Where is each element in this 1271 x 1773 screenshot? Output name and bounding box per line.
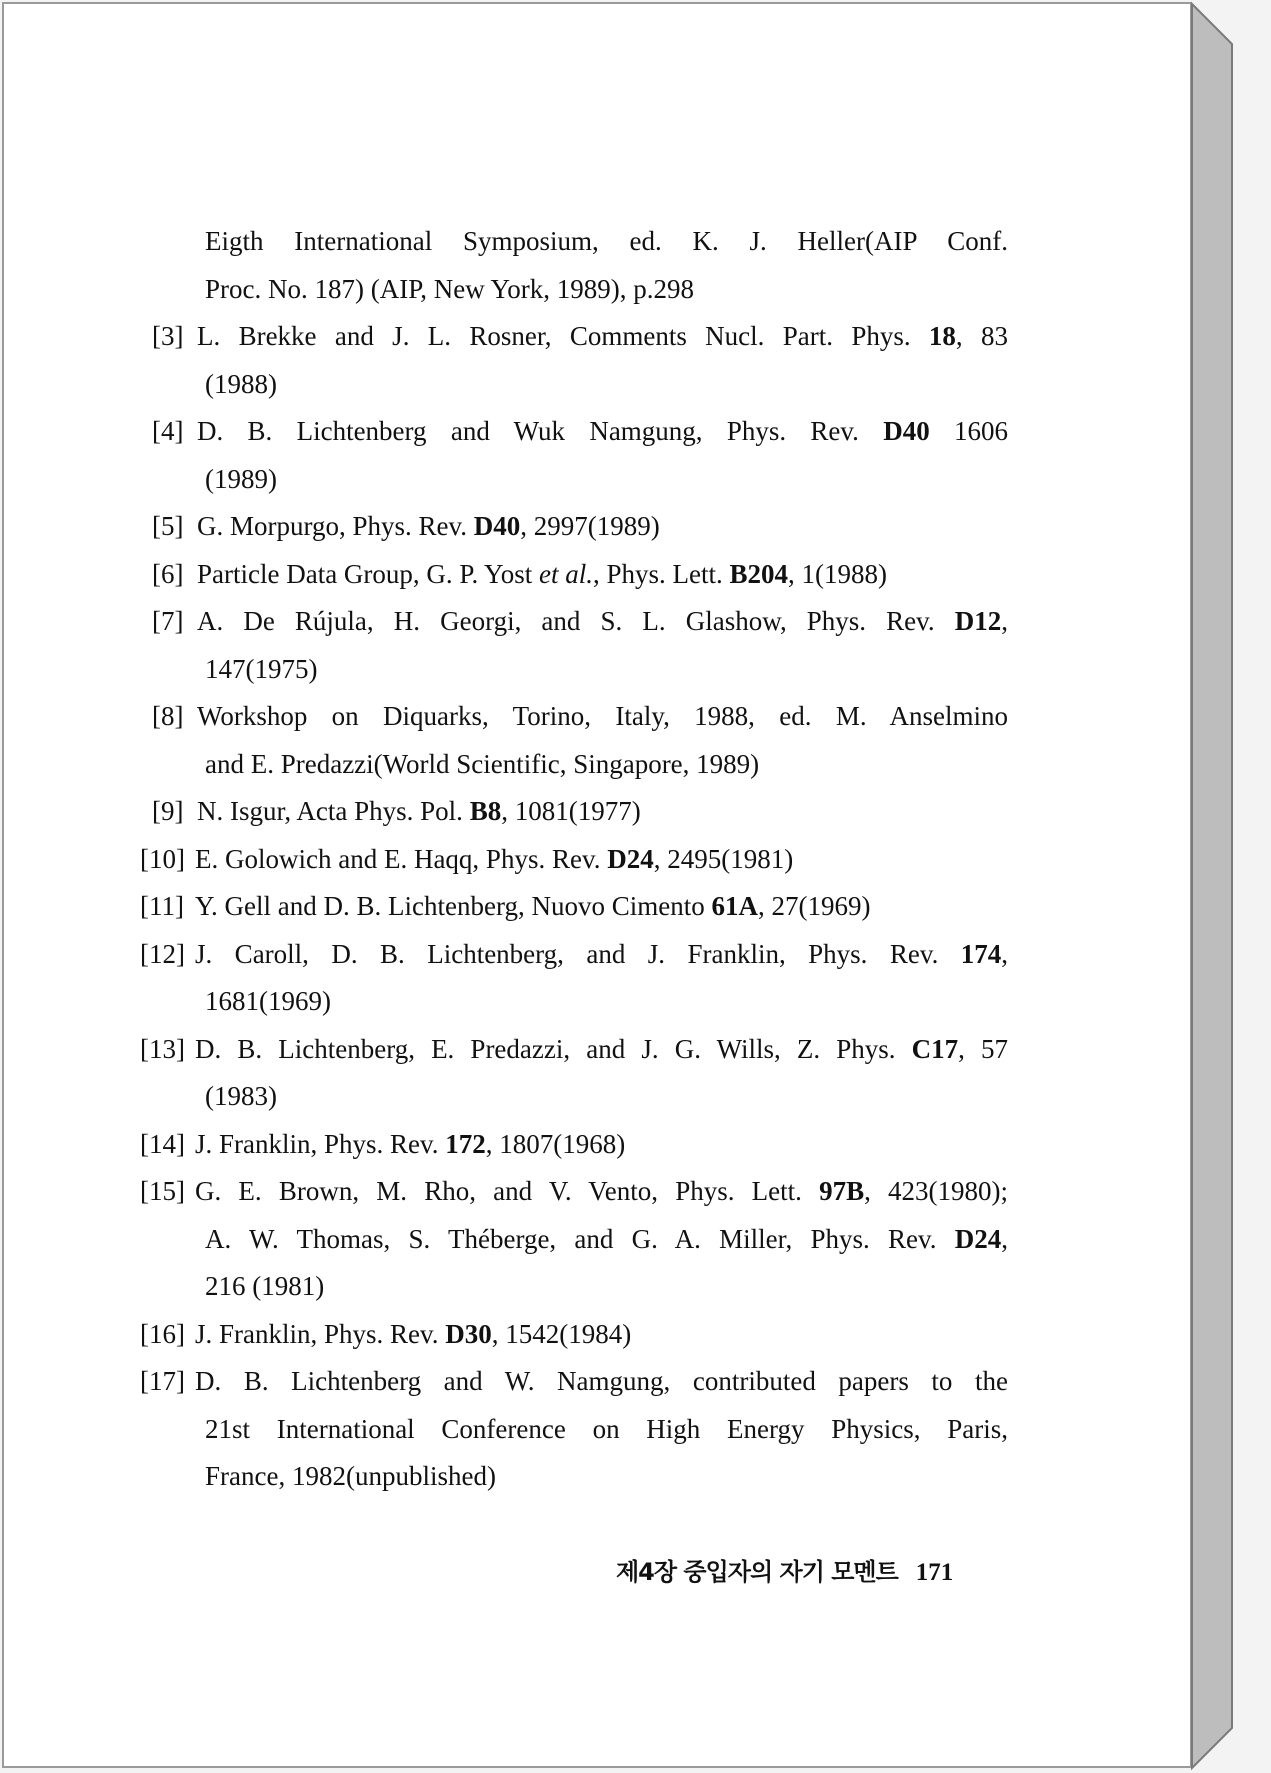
text-segment: E. Golowich and E. Haqq, Phys. Rev. — [195, 843, 608, 874]
reference-number: [14] — [140, 1128, 185, 1159]
text-segment: G. Morpurgo, Phys. Rev. — [197, 511, 474, 541]
text-segment: D. B. Lichtenberg and Wuk Namgung, Phys. Rev. — [197, 416, 884, 446]
text-segment: France, 1982(unpublished) — [205, 1461, 496, 1491]
reference-number: [17] — [140, 1366, 185, 1396]
text-segment: , 1(1988) — [788, 558, 888, 589]
reference-line — [195, 1168, 1008, 1215]
reference-line — [197, 598, 1008, 645]
volume-number: D40 — [883, 416, 930, 446]
text-segment: , 83 — [955, 321, 1009, 351]
volume-number: B204 — [729, 558, 789, 589]
text-segment: , 2495(1981) — [653, 843, 794, 874]
reference-line — [205, 361, 1008, 408]
reference-number: [5] — [152, 511, 184, 541]
text-segment: , Phys. Lett. — [593, 558, 730, 589]
text-segment: 21st International Conference on High Energy Physics, Paris, — [205, 1413, 1008, 1444]
reference-line — [205, 741, 1008, 788]
reference-line — [205, 646, 1008, 693]
reference-line — [205, 1263, 1008, 1310]
reference-line — [205, 978, 1008, 1025]
text-segment: 1606 — [929, 416, 1008, 446]
reference-line — [197, 503, 1008, 550]
reference-line — [195, 1311, 1008, 1358]
reference-line — [195, 931, 1008, 978]
text-segment: L. Brekke and J. L. Rosner, Comments Nucl. Part. Phys. — [197, 321, 929, 351]
text-segment: and E. Predazzi(World Scientific, Singapore, 1989) — [205, 748, 760, 779]
reference-line — [205, 1216, 1008, 1263]
reference-number: [13] — [140, 1033, 185, 1064]
reference-number: [11] — [140, 891, 184, 921]
text-segment: , 57 — [958, 1033, 1009, 1064]
reference-line — [197, 693, 1008, 740]
reference-line — [197, 313, 1008, 360]
reference-line — [205, 456, 1008, 503]
reference-line — [197, 408, 1008, 455]
reference-number: [9] — [152, 796, 184, 826]
text-segment: J. Caroll, D. B. Lichtenberg, and J. Franklin, Phys. Rev. — [195, 938, 961, 969]
italic-text: et al. — [539, 558, 593, 589]
text-segment: Eigth International Symposium, ed. K. J. Heller(AIP Conf. — [205, 226, 1008, 256]
text-segment: (1983) — [205, 1081, 277, 1111]
reference-number: [6] — [152, 558, 184, 589]
text-segment: D. B. Lichtenberg, E. Predazzi, and J. G. Wills, Z. Phys. — [195, 1033, 912, 1064]
reference-line — [205, 218, 1008, 265]
volume-number: D24 — [607, 843, 654, 874]
text-segment: 216 (1981) — [205, 1271, 325, 1301]
text-segment: Particle Data Group, G. P. Yost — [197, 558, 539, 589]
reference-line — [195, 1121, 1008, 1168]
text-segment: , — [1001, 1223, 1008, 1254]
text-segment: , 27(1969) — [757, 891, 871, 921]
volume-number: D40 — [473, 511, 521, 541]
text-segment: J. Franklin, Phys. Rev. — [195, 1318, 446, 1349]
reference-number: [4] — [152, 416, 184, 446]
reference-number: [3] — [152, 321, 184, 351]
volume-number: D24 — [954, 1223, 1002, 1254]
text-segment: , 1807(1968) — [485, 1128, 626, 1159]
reference-line — [197, 551, 1008, 598]
text-segment: Proc. No. 187) (AIP, New York, 1989), p.298 — [205, 273, 694, 304]
reference-line — [205, 1073, 1008, 1120]
reference-line — [205, 1453, 1008, 1500]
reference-line — [195, 836, 1008, 883]
volume-number: B8 — [469, 796, 502, 826]
reference-line — [195, 1026, 1008, 1073]
text-segment: , 2997(1989) — [520, 511, 660, 541]
reference-line — [205, 266, 1008, 313]
volume-number: 18 — [928, 321, 956, 351]
text-segment: J. Franklin, Phys. Rev. — [195, 1128, 446, 1159]
text-segment: (1988) — [205, 368, 277, 399]
text-segment: G. E. Brown, M. Rho, and V. Vento, Phys. Lett. — [195, 1176, 820, 1206]
volume-number: C17 — [911, 1033, 959, 1064]
reference-line — [195, 1358, 1008, 1405]
text-segment: D. B. Lichtenberg and W. Namgung, contributed papers to the — [195, 1366, 1008, 1396]
volume-number: 174 — [960, 938, 1002, 969]
reference-number: [8] — [152, 701, 184, 731]
text-segment: A. W. Thomas, S. Théberge, and G. A. Miller, Phys. Rev. — [205, 1223, 955, 1254]
text-segment: 1681(1969) — [205, 986, 331, 1016]
volume-number: 97B — [819, 1176, 865, 1206]
volume-number: 172 — [445, 1128, 486, 1159]
text-segment: A. De Rújula, H. Georgi, and S. L. Glashow, Phys. Rev. — [197, 606, 955, 636]
text-segment: , 1542(1984) — [491, 1318, 632, 1349]
text-segment: (1989) — [205, 463, 277, 494]
text-segment: Y. Gell and D. B. Lichtenberg, Nuovo Cimento — [195, 891, 712, 921]
page-number: 171 — [915, 1559, 954, 1586]
text-segment: , — [1001, 606, 1008, 636]
page-footer — [616, 1552, 953, 1587]
running-head: 제4장 중입자의 자기 모멘트 — [616, 1558, 898, 1586]
volume-number: D12 — [954, 606, 1002, 636]
reference-number: [10] — [140, 843, 185, 874]
text-segment: , 1081(1977) — [501, 796, 641, 826]
reference-number: [7] — [152, 606, 184, 636]
text-segment: N. Isgur, Acta Phys. Pol. — [197, 796, 470, 826]
text-segment: , — [1001, 938, 1008, 969]
reference-number: [16] — [140, 1318, 185, 1349]
text-segment: Workshop on Diquarks, Torino, Italy, 1988, ed. M. Anselmino — [197, 701, 1008, 731]
text-segment: 147(1975) — [205, 653, 318, 684]
reference-number: [15] — [140, 1176, 185, 1206]
reference-line — [205, 1406, 1008, 1453]
volume-number: 61A — [711, 891, 758, 921]
reference-number: [12] — [140, 938, 185, 969]
volume-number: D30 — [445, 1318, 492, 1349]
reference-line — [195, 883, 1008, 930]
reference-line — [197, 788, 1008, 835]
text-segment: , 423(1980); — [864, 1176, 1009, 1206]
